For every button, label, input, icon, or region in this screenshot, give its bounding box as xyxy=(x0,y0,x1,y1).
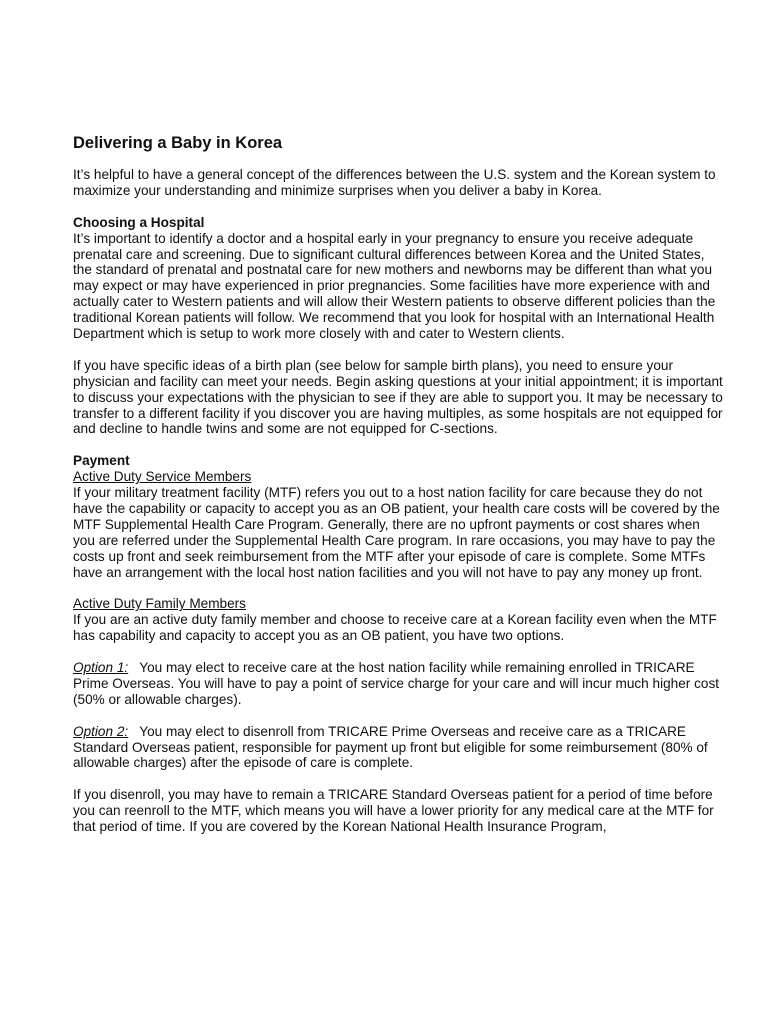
option-2-text: You may elect to disenroll from TRICARE Prime Overseas and receive care as a TRICARE Standard Overseas patient, responsible for payment up front but eligible for some reimbursement (80% of allowable charges) after the episode of care is complete. xyxy=(73,723,712,771)
intro-paragraph: It’s helpful to have a general concept of the differences between the U.S. system and the Korean system to maximize your understanding and minimize surprises when you deliver a baby in Korea. xyxy=(73,167,716,198)
family-paragraph: If you are an active duty family member and choose to receive care at a Korean facility even when the MTF has capability and capacity to accept you as an OB patient, you have two options. xyxy=(73,612,717,644)
family-section xyxy=(73,596,723,644)
active-duty-section xyxy=(73,469,723,580)
section-heading-choosing-hospital: Choosing a Hospital xyxy=(73,214,205,230)
option-2-label: Option 2: xyxy=(73,723,129,739)
document-page xyxy=(73,133,723,851)
choosing-paragraph-1: It’s important to identify a doctor and a hospital early in your pregnancy to ensure you receive adequate prenatal care and screening. Due to significant cultural differences between Korea and the United States, the standard of prenatal and postnatal care for new mothers and newborns may be different than what you may expect or may have experienced in prior pregnancies. Some facilities have more experience with and actually cater to Western patients and will allow their Western patients to observe different policies than the traditional Korean patients will follow. We recommend that you look for hospital with an International Health Department which is setup to work more closely with and cater to Western clients. xyxy=(73,230,716,342)
option-1-label: Option 1: xyxy=(73,660,129,676)
active-duty-paragraph: If your military treatment facility (MTF) refers you out to a host nation facility for care because they do not have the capability or capacity to accept you as an OB patient, your health care costs will be covered by the MTF Supplemental Health Care Program. Generally, there are no upfront payments or cost shares when you are referred under the Supplemental Health Care program. In rare occasions, you may have to pay the costs up front and seek reimbursement from the MTF after your episode of care is complete. Some MTFs have an arrangement with the local host nation facilities and you will not have to pay any money up front. xyxy=(73,485,720,580)
page-title: Delivering a Baby in Korea xyxy=(73,134,283,152)
option-1-paragraph xyxy=(73,660,723,708)
disenroll-paragraph: If you disenroll, you may have to remain a TRICARE Standard Overseas patient for a period of time before you can reenroll to the MTF, which means you will have a lower priority for any medical care at the MTF for that period of time. If you are covered by the Korean National Health Insurance Program, xyxy=(73,787,714,835)
option-2-paragraph xyxy=(73,724,723,772)
subheading-active-duty: Active Duty Service Members xyxy=(73,469,252,485)
choosing-paragraph-2: If you have specific ideas of a birth plan (see below for sample birth plans), you need to ensure your physician and facility can meet your needs. Begin asking questions at your initial appointment; it is important to discuss your expectations with the physician to see if they are able to support you. It may be necessary to transfer to a different facility if you discover you are having multiples, as some hospitals are not equipped for and decline to handle twins and some are not equipped for C-sections. xyxy=(73,357,723,437)
option-1-text: You may elect to receive care at the host nation facility while remaining enrolled in TRICARE Prime Overseas. You will have to pay a point of service charge for your care and will incur much higher cost (50% or allowable charges). xyxy=(73,660,723,707)
section-heading-payment: Payment xyxy=(73,453,130,469)
subheading-family-members: Active Duty Family Members xyxy=(73,596,246,612)
